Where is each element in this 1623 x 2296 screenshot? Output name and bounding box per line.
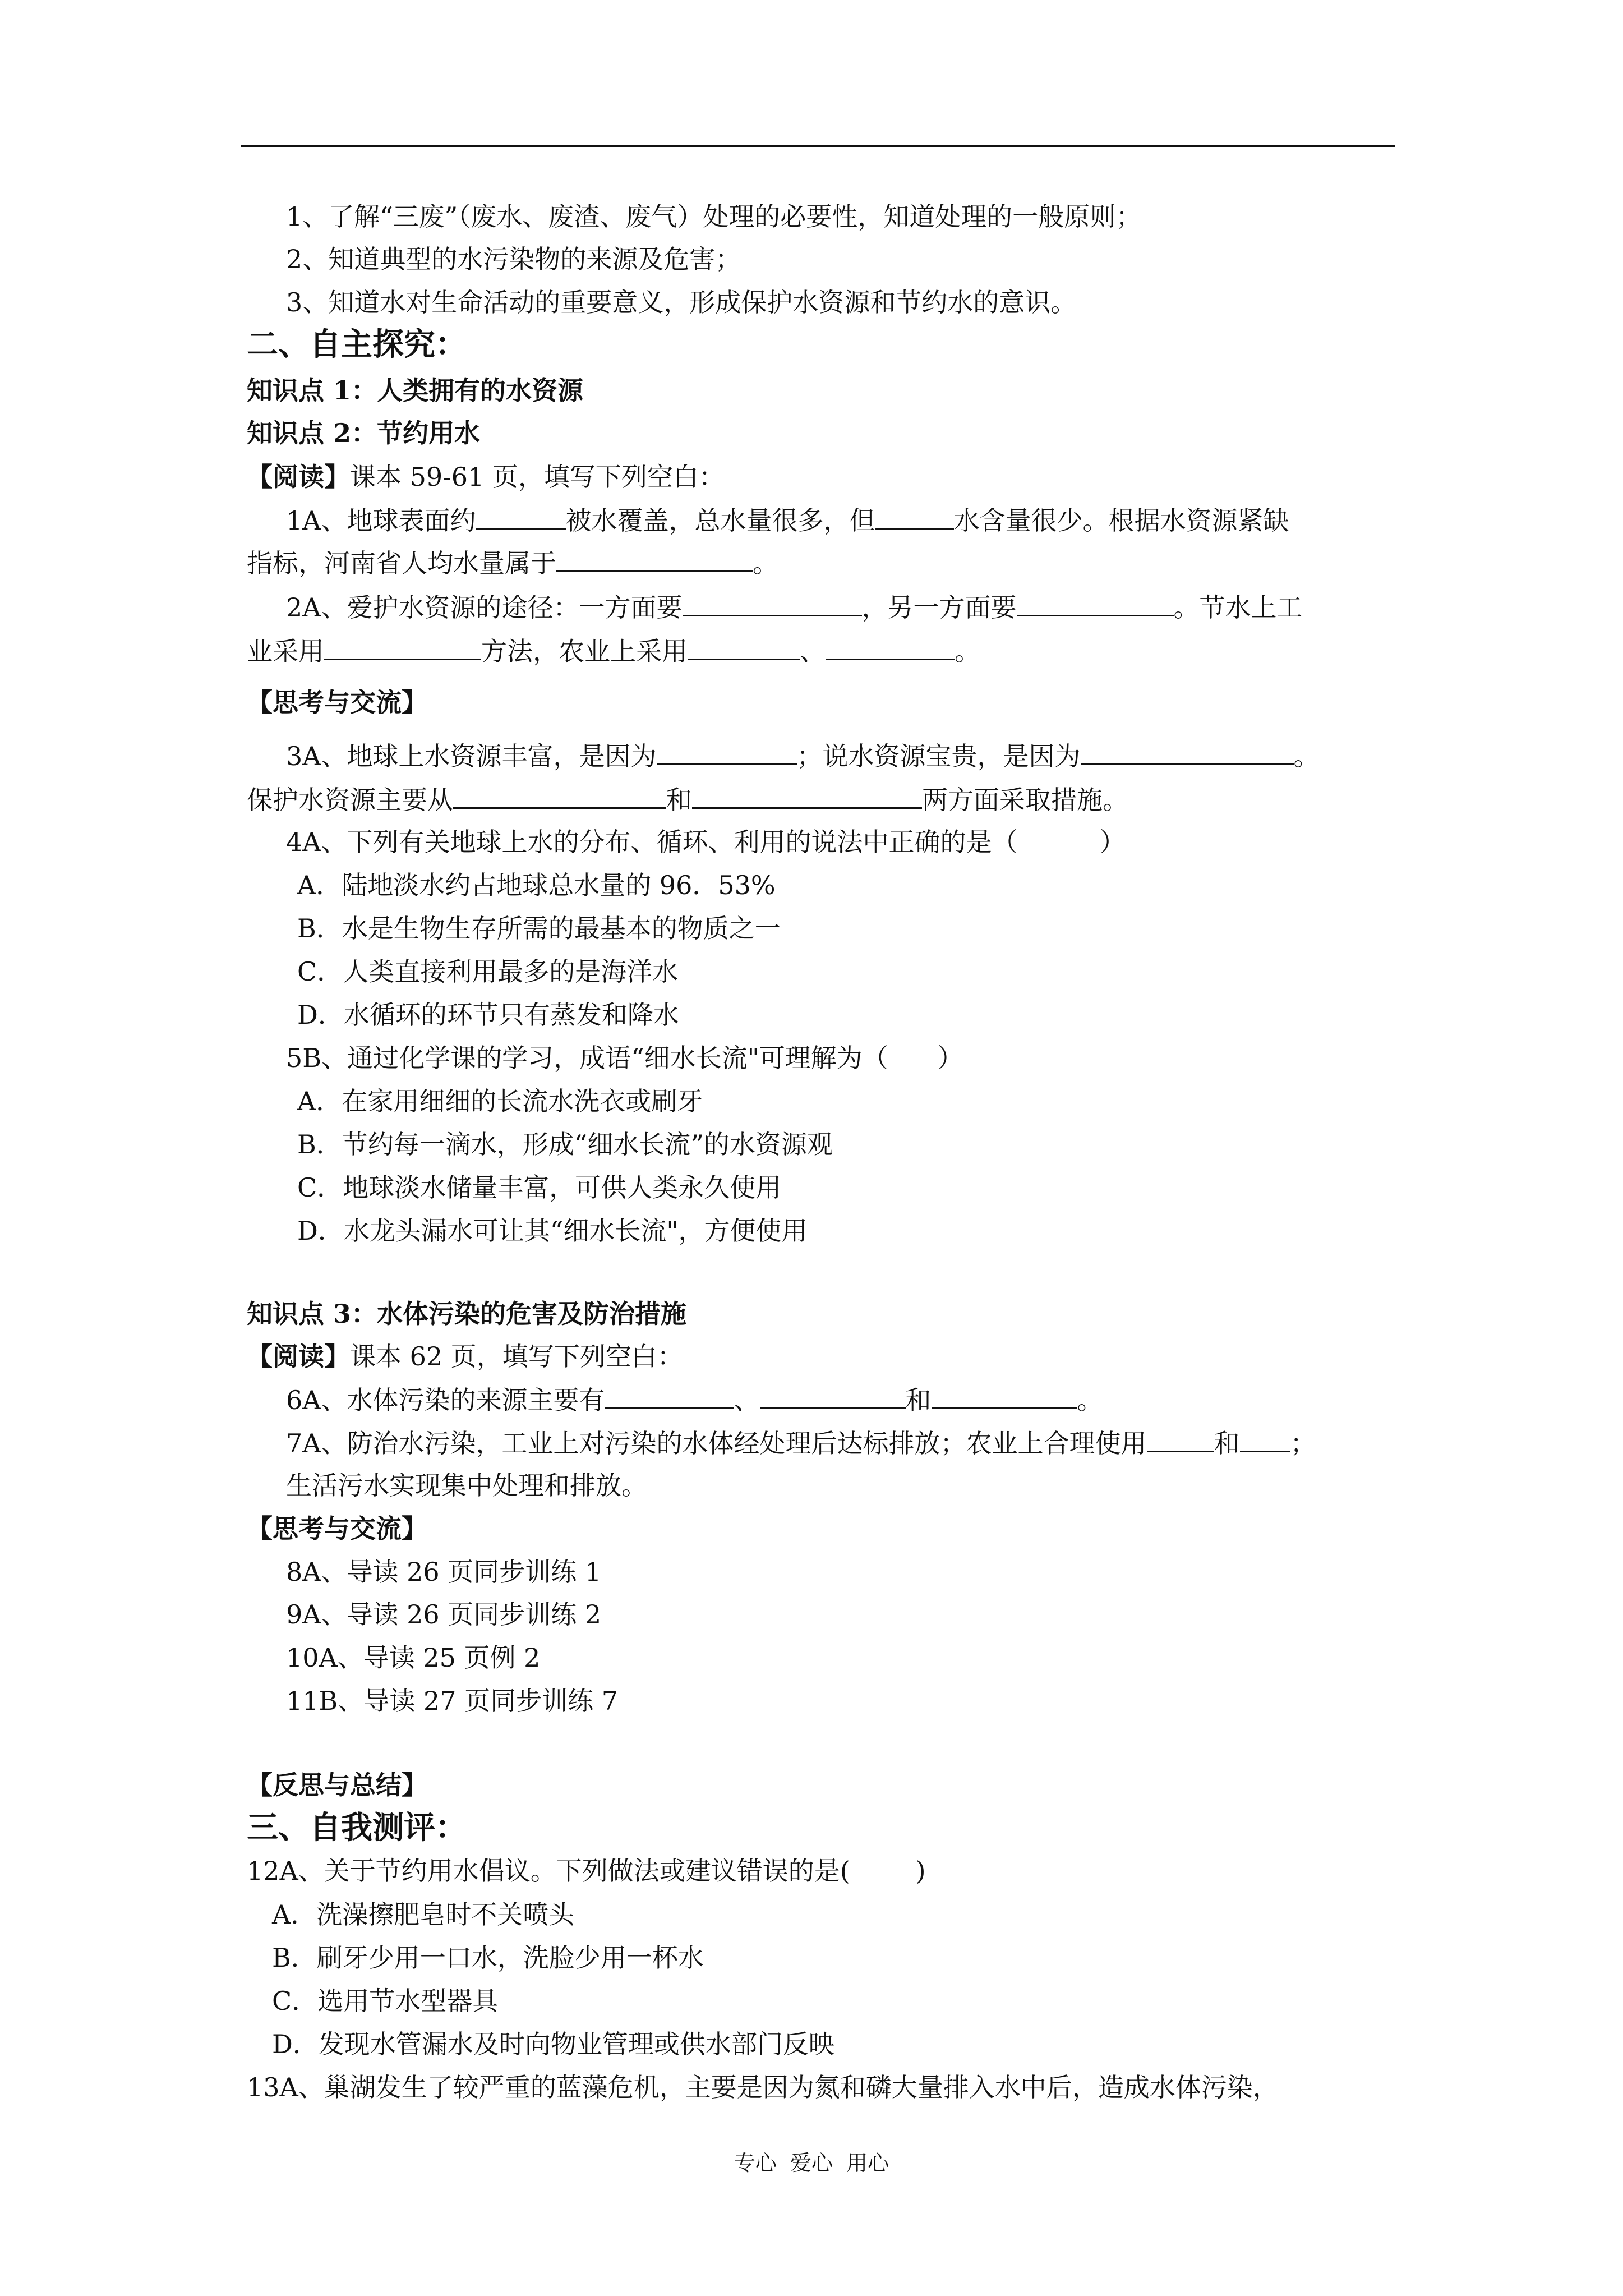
q7-text-c: ； xyxy=(1290,1428,1316,1458)
q6-text-d: 。 xyxy=(1077,1385,1103,1415)
q2-text-a: 2A、爱护水资源的途径：一方面要 xyxy=(286,592,683,623)
q3-text-f: 两方面采取措施。 xyxy=(922,785,1128,815)
question-4-stem: 4A、下列有关地球上水的分布、循环、利用的说法中正确的是（ ） xyxy=(286,827,1126,857)
knowledge-point-2: 知识点 2：节约用水 xyxy=(247,418,481,448)
page-footer: 专心 爱心 用心 xyxy=(734,2151,889,2175)
q2-text-b: ，另一方面要 xyxy=(861,592,1017,623)
read-instruction-2 xyxy=(247,1340,683,1373)
q2-blank-4[interactable] xyxy=(688,634,800,660)
q6-text-b: 、 xyxy=(734,1385,760,1415)
question-12-option-c: C．选用节水型器具 xyxy=(272,1986,499,2016)
q7-blank-1[interactable] xyxy=(1147,1426,1214,1452)
section-2-title: 二、自主探究： xyxy=(247,326,467,363)
read-text-2: 课本 62 页，填写下列空白： xyxy=(350,1341,683,1372)
q1-text-a: 1A、地球表面约 xyxy=(286,505,476,536)
q6-blank-1[interactable] xyxy=(605,1383,734,1409)
read-instruction-1 xyxy=(247,460,725,494)
q3-blank-4[interactable] xyxy=(692,783,922,809)
header-rule xyxy=(241,145,1395,147)
question-5-option-d: D．水龙头漏水可让其“细水长流"，方便使用 xyxy=(297,1216,808,1246)
question-6 xyxy=(286,1383,1103,1417)
q1-text-e: 。 xyxy=(753,548,778,578)
question-12-option-b: B．刷牙少用一口水，洗脸少用一杯水 xyxy=(272,1943,704,1973)
q3-text-a: 3A、地球上水资源丰富，是因为 xyxy=(286,741,657,771)
question-3-line-2 xyxy=(247,783,1128,817)
q1-blank-1[interactable] xyxy=(476,503,566,530)
q2-text-f: 、 xyxy=(800,636,826,666)
q7-text-a: 7A、防治水污染，工业上对污染的水体经处理后达标排放；农业上合理使用 xyxy=(286,1428,1147,1458)
q3-blank-2[interactable] xyxy=(1081,739,1294,765)
q1-text-b: 被水覆盖，总水量很多，但 xyxy=(565,505,875,536)
q1-blank-3[interactable] xyxy=(556,546,753,572)
question-12-option-a: A．洗澡擦肥皂时不关喷头 xyxy=(272,1899,575,1930)
objective-1: 1、了解“三废”（废水、废渣、废气）处理的必要性，知道处理的一般原则； xyxy=(286,201,1142,232)
read-tag-2: 【阅读】 xyxy=(247,1341,350,1372)
question-5-stem: 5B、通过化学课的学习，成语“细水长流"可理解为（ ） xyxy=(286,1043,963,1073)
question-4-option-d: D．水循环的环节只有蒸发和降水 xyxy=(297,1000,679,1030)
knowledge-point-1: 知识点 1：人类拥有的水资源 xyxy=(247,375,584,406)
q2-text-e: 方法，农业上采用 xyxy=(481,636,688,666)
question-4-option-c: C．人类直接利用最多的是海洋水 xyxy=(297,956,679,987)
q1-text-c: 水含量很少。根据水资源紧缺 xyxy=(953,505,1289,536)
guide-item-8: 8A、导读 26 页同步训练 1 xyxy=(286,1557,602,1587)
read-text: 课本 59-61 页，填写下列空白： xyxy=(350,462,725,492)
question-1-line-1 xyxy=(286,503,1289,537)
question-2-line-1 xyxy=(286,590,1303,624)
q3-text-e: 和 xyxy=(666,785,692,815)
objective-3: 3、知道水对生命活动的重要意义，形成保护水资源和节约水的意识。 xyxy=(286,287,1077,318)
question-7-line-2: 生活污水实现集中处理和排放。 xyxy=(286,1470,647,1501)
q3-text-b: ；说水资源宝贵，是因为 xyxy=(796,741,1081,771)
guide-item-11: 11B、导读 27 页同步训练 7 xyxy=(286,1686,619,1716)
q1-text-d: 指标，河南省人均水量属于 xyxy=(247,548,556,578)
q3-text-d: 保护水资源主要从 xyxy=(247,785,453,815)
section-3-title: 三、自我测评： xyxy=(247,1809,467,1846)
question-13: 13A、巢湖发生了较严重的蓝藻危机，主要是因为氮和磷大量排入水中后，造成水体污染， xyxy=(247,2072,1279,2102)
guide-item-9: 9A、导读 26 页同步训练 2 xyxy=(286,1599,602,1630)
think-discuss-heading-2: 【思考与交流】 xyxy=(247,1513,427,1544)
question-5-option-c: C．地球淡水储量丰富，可供人类永久使用 xyxy=(297,1172,782,1203)
q2-text-g: 。 xyxy=(955,636,980,666)
reflect-heading: 【反思与总结】 xyxy=(247,1770,427,1800)
guide-item-10: 10A、导读 25 页例 2 xyxy=(286,1642,541,1673)
question-4-option-b: B．水是生物生存所需的最基本的物质之一 xyxy=(297,913,781,944)
q7-blank-2[interactable] xyxy=(1240,1426,1290,1452)
q2-text-c: 。节水上工 xyxy=(1173,592,1303,623)
question-5-option-b: B．节约每一滴水，形成“细水长流”的水资源观 xyxy=(297,1129,833,1159)
question-1-line-2 xyxy=(247,546,778,580)
q2-blank-5[interactable] xyxy=(826,634,955,660)
objective-2: 2、知道典型的水污染物的来源及危害； xyxy=(286,244,741,274)
q6-blank-2[interactable] xyxy=(760,1383,906,1409)
question-5-option-a: A．在家用细细的长流水洗衣或刷牙 xyxy=(297,1086,703,1116)
question-3-line-1 xyxy=(286,739,1320,773)
q2-text-d: 业采用 xyxy=(247,636,324,666)
question-12-option-d: D．发现水管漏水及时向物业管理或供水部门反映 xyxy=(272,2029,834,2059)
knowledge-point-3: 知识点 3：水体污染的危害及防治措施 xyxy=(247,1299,687,1329)
q6-blank-3[interactable] xyxy=(932,1383,1077,1409)
question-7-line-1 xyxy=(286,1426,1316,1460)
q6-text-a: 6A、水体污染的来源主要有 xyxy=(286,1385,605,1415)
q2-blank-3[interactable] xyxy=(324,634,481,660)
q3-blank-3[interactable] xyxy=(453,783,666,809)
read-tag: 【阅读】 xyxy=(247,462,350,492)
q3-text-c: 。 xyxy=(1293,741,1320,771)
question-12-stem: 12A、关于节约用水倡议。下列做法或建议错误的是( ) xyxy=(247,1856,926,1886)
q7-text-b: 和 xyxy=(1214,1428,1240,1458)
q1-blank-2[interactable] xyxy=(875,503,954,530)
q6-text-c: 和 xyxy=(905,1385,932,1415)
think-discuss-heading-1: 【思考与交流】 xyxy=(247,687,427,717)
q2-blank-1[interactable] xyxy=(683,590,862,616)
question-4-option-a: A．陆地淡水约占地球总水量的 96．53% xyxy=(297,870,776,900)
question-2-line-2 xyxy=(247,634,980,668)
q2-blank-2[interactable] xyxy=(1017,590,1174,616)
q3-blank-1[interactable] xyxy=(657,739,797,765)
